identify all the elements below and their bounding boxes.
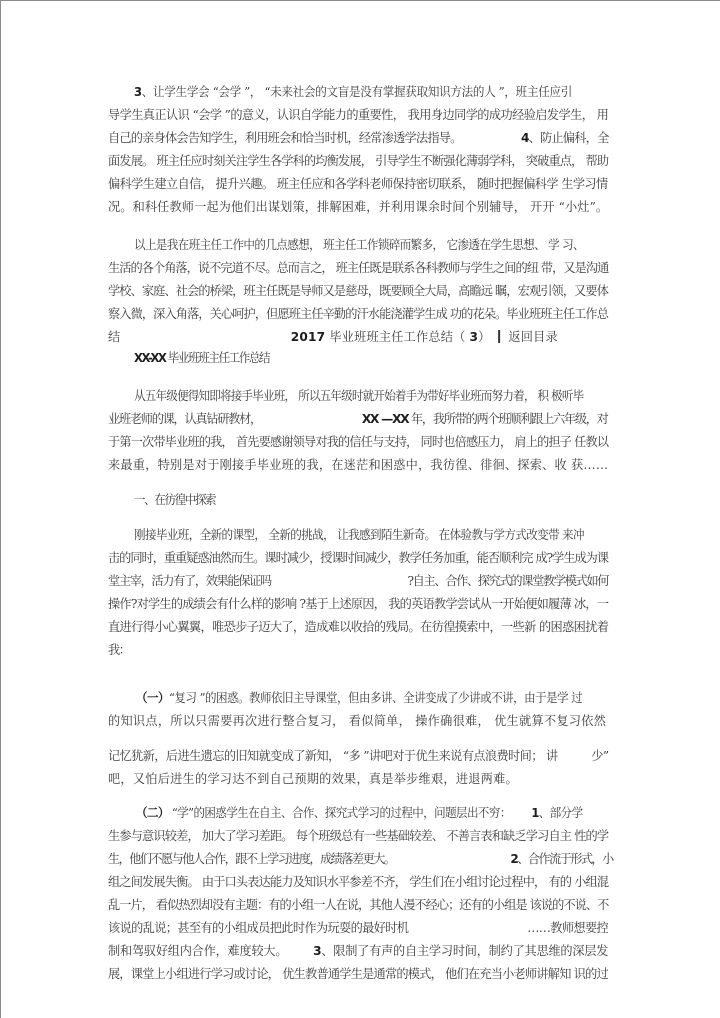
line-text: 、部分学 (538, 806, 583, 820)
text-line (108, 573, 613, 589)
line-text: 年，我所带的两个班顺利跟上六年级，对 (408, 412, 608, 426)
text-line: 直进行得小心翼翼，唯恐步子迈大了，造成难以收拾的残局。在彷徨摸索中，一些新 的困惑困扰着 (108, 620, 609, 634)
text-line: 乱一片， 看似热烈却没有主题：有的小组一人在说，其他人漫不经心；还有的小组是 该说的不说、不 (108, 898, 609, 912)
line-text: 业班老师的课，认真钻研教材， (108, 412, 261, 426)
text-line: 吧，又怕后进生的学习达不到自己预期的效果，真是举步维艰，进退两难。 (108, 772, 518, 786)
separator-bar (498, 330, 500, 343)
section-heading (134, 350, 613, 366)
line-text: 、防止偏科，全 (528, 131, 609, 145)
back-to-toc-link[interactable]: 返回目录 (508, 330, 558, 344)
text-line: 偏科学生建立自信， 提升兴趣。 班主任应和各学科老师保持密切联系， 随时把握偏科学 生学习情 (108, 177, 608, 191)
text-line: 况。和科任教师一起为他们出谋划策，排解困难，并利用课余时间个别辅导， 开开 “小灶”。 (108, 200, 609, 214)
line-text: “复习 ”的困惑。教师依旧主导课堂，但由多讲、全讲变成了少讲或不讲，由于是学 过 (169, 691, 583, 705)
list-number: 2 (510, 852, 518, 866)
title-text: 毕业班班主任工作总结（ (325, 330, 470, 344)
text-line: 察入微，深入角落，关心呵护，但愿班主任辛勤的汗水能浇灌学生成 功的花朵。毕业班班主任工作总 (108, 307, 609, 321)
text-line (134, 84, 613, 100)
line-text: 、合作流于形式，小 (517, 852, 613, 866)
list-number: 1 (531, 806, 539, 820)
text-line: 导学生真正认识 “会学 ”的意义，认识自学能力的重要性， 我用身边同学的成功经验启发学生， 用 (108, 108, 609, 122)
subheading: 一、在彷徨中探索 (134, 493, 216, 507)
line-text: 、限制了有声的自主学习时间，制约了其思维的深层发 (321, 944, 609, 958)
line-text: 生，他们不愿与他人合作，跟不上学习进度，成绩落差更大。 (108, 852, 395, 866)
text-line: 操作?对学生的成绩会有什么样的影响 ?基于上述原因， 我的英语教学尝试从一开始便如履薄 冰，一 (108, 597, 609, 611)
article-title (291, 330, 491, 344)
text-line (136, 805, 613, 821)
line-text: “学”的困惑学生在自主、合作、探究式学习的过程中，问题层出不穷： (168, 806, 511, 820)
title-number: 3 (469, 330, 479, 344)
heading-years: XX-XX (134, 351, 166, 365)
line-text: ?自主、合作、探究式的课堂教学模式如何 (407, 574, 609, 588)
text-line (108, 920, 613, 936)
line-text: ……教师想要控 (527, 921, 609, 935)
text-line: 以上是我在班主任工作中的几点感想， 班主任工作锁碎而繁多， 它渗透在学生思想、 学 习、 (134, 238, 585, 252)
list-number: 3 (313, 944, 322, 958)
line-text: 、让学生学会 “会学 ”， “未来社会的文盲是没有掌握获取知识方法的人 ”，班主任应引 (141, 85, 573, 99)
text-line: 展，课堂上小组进行学习或讨论， 优生教普通学生是通常的模式， 他们在充当小老师讲解知 识的过 (108, 967, 608, 981)
text-line (108, 748, 613, 764)
text-line: 面发展。 班主任应时刻关注学生各学科的均衡发展， 引导学生不断强化薄弱学科， 突破重点， 帮助 (108, 154, 609, 168)
text-line: 学校、家庭、社会的桥梁，班主任既是导师又是慈母，既要顾全大局，高瞻远 瞩，宏观引领，又要体 (108, 284, 609, 298)
list-number: 3 (134, 85, 142, 99)
text-line: 于第一次带毕业班的我， 首先要感谢领导对我的信任与支持， 同时也倍感压力， 肩上的担子 任教以 (108, 435, 609, 449)
item-label: （二） (136, 806, 169, 820)
text-line (108, 943, 613, 959)
text-line: 生活的各个角落，说不完道不尽。总而言之， 班主任既是联系各科教师与学生之间的纽 带，又是沟通 (108, 261, 609, 275)
years-text: XX —XX (361, 412, 409, 426)
item-label: （一） (136, 691, 170, 705)
title-year: 2017 (290, 330, 326, 344)
text-line (108, 411, 613, 427)
text-line: 击的同时，重重疑惑油然而生。课时减少，授课时间减少，教学任务加重，能否顺利完 成?学生成为课 (108, 551, 609, 565)
line-text: 堂主宰，活力有了，效果能保证吗 (108, 574, 271, 588)
text-line (136, 690, 613, 706)
text-line: 刚接毕业班，全新的课型， 全新的挑战， 让我感到陌生新奇。 在体验教与学方式改变带 来冲 (134, 528, 585, 542)
text-line (108, 130, 613, 146)
text-line (108, 851, 613, 867)
text-line: 的知识点，所以只需要再次进行整合复习， 看似简单， 操作确很难， 优生就算不复习依然 (108, 714, 607, 728)
line-text: 少” (591, 749, 609, 763)
title-close: ） (478, 330, 491, 344)
text-line: 我： (108, 643, 130, 657)
heading-text: 毕业班班主任工作总结 (165, 351, 270, 365)
text-line: 从五年级便得知即将接手毕业班， 所以五年级时就开始着手为带好毕业班而努力着， 积 极听毕 (134, 389, 584, 403)
line-text: 结 (108, 330, 121, 344)
line-text: 该说的乱说；甚至有的小组成员把此时作为玩耍的最好时机 (108, 921, 409, 935)
line-text: 记忆犹新，后进生遗忘的旧知就变成了新知， “多 ”讲吧对于优生来说有点浪费时间； 讲 (108, 749, 558, 763)
text-line: 来最重，特别是对于刚接手毕业班的我，在迷茫和困惑中，我彷徨、徘徊、探索、收 获…… (108, 458, 609, 472)
text-line: 组之间发展失衡。 由于口头表达能力及知识水平参差不齐， 学生们在小组讨论过程中， 有的 小组混 (108, 875, 609, 889)
text-line: 生参与意识较差， 加大了学习差距。 每个班级总有一些基础较差、 不善言表和缺乏学习自主 性的学 (108, 829, 609, 843)
line-text: 制和驾驭好组内合作，难度较大。 (108, 944, 288, 958)
text-line (108, 329, 613, 345)
list-number: 4 (520, 131, 529, 145)
line-text: 自己的亲身体会告知学生，利用班会和恰当时机，经常渗透学法指导。 (108, 131, 462, 145)
